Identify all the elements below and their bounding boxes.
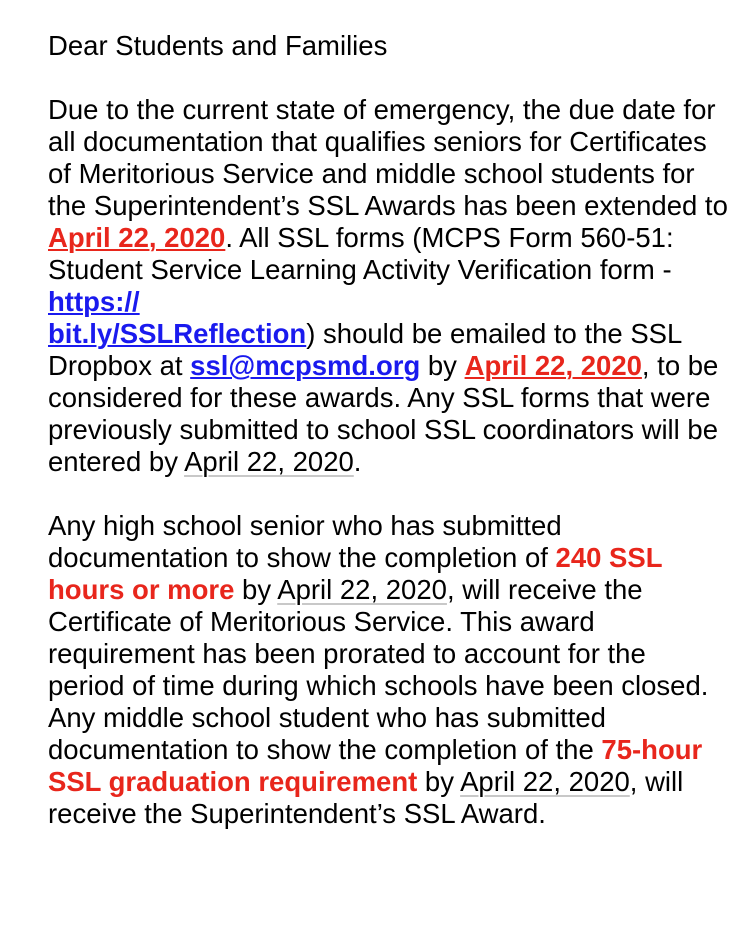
hours-requirement-highlight: 240 SSL hours or more bbox=[48, 542, 663, 605]
graduation-requirement-highlight: 75-hour SSL graduation requirement bbox=[48, 734, 703, 797]
text-segment: . All SSL forms (MCPS Form 560-51: Student Service Learning Activity Verification form - bbox=[48, 222, 674, 285]
text-segment: ) should be emailed to the SSL Dropbox at bbox=[48, 318, 682, 381]
text-segment: . bbox=[353, 446, 362, 477]
deadline-date-highlight: April 22, 2020 bbox=[464, 350, 642, 381]
ssl-email-link[interactable]: ssl@mcpsmd.org bbox=[190, 350, 421, 381]
text-segment: by bbox=[234, 574, 278, 605]
text-segment: by bbox=[420, 350, 465, 381]
text-segment: Any high school senior who has submitted documentation to show the completion of bbox=[48, 510, 562, 573]
text-segment: , to be considered for these awards. Any SSL forms that were previously submitted to school SSL coordinators will be entered by bbox=[48, 350, 719, 477]
greeting: Dear Students and Families bbox=[48, 30, 388, 61]
paragraph-deadline-extension bbox=[48, 94, 729, 478]
paragraph-award-requirements bbox=[48, 510, 729, 830]
text-segment: by bbox=[417, 766, 461, 797]
ssl-reflection-link[interactable]: https:// bit.ly/SSLReflection bbox=[48, 286, 307, 349]
text-segment: , will receive the Certificate of Meritorious Service. This award requirement has been prorated to account for the period of time during which schools have been closed. Any middle school student who has submitted documentation to show the completion of the bbox=[48, 574, 709, 765]
date-link[interactable]: April 22, 2020 bbox=[184, 446, 354, 477]
text-segment: , will receive the Superintendent’s SSL Award. bbox=[48, 766, 684, 829]
deadline-date-highlight: April 22, 2020 bbox=[48, 222, 226, 253]
date-link[interactable]: April 22, 2020 bbox=[460, 766, 630, 797]
text-segment: Due to the current state of emergency, the due date for all documentation that qualifies seniors for Certificates of Meritorious Service and middle school students for the Superintendent’s SSL Awards has been extended to bbox=[48, 94, 728, 221]
date-link[interactable]: April 22, 2020 bbox=[277, 574, 447, 605]
